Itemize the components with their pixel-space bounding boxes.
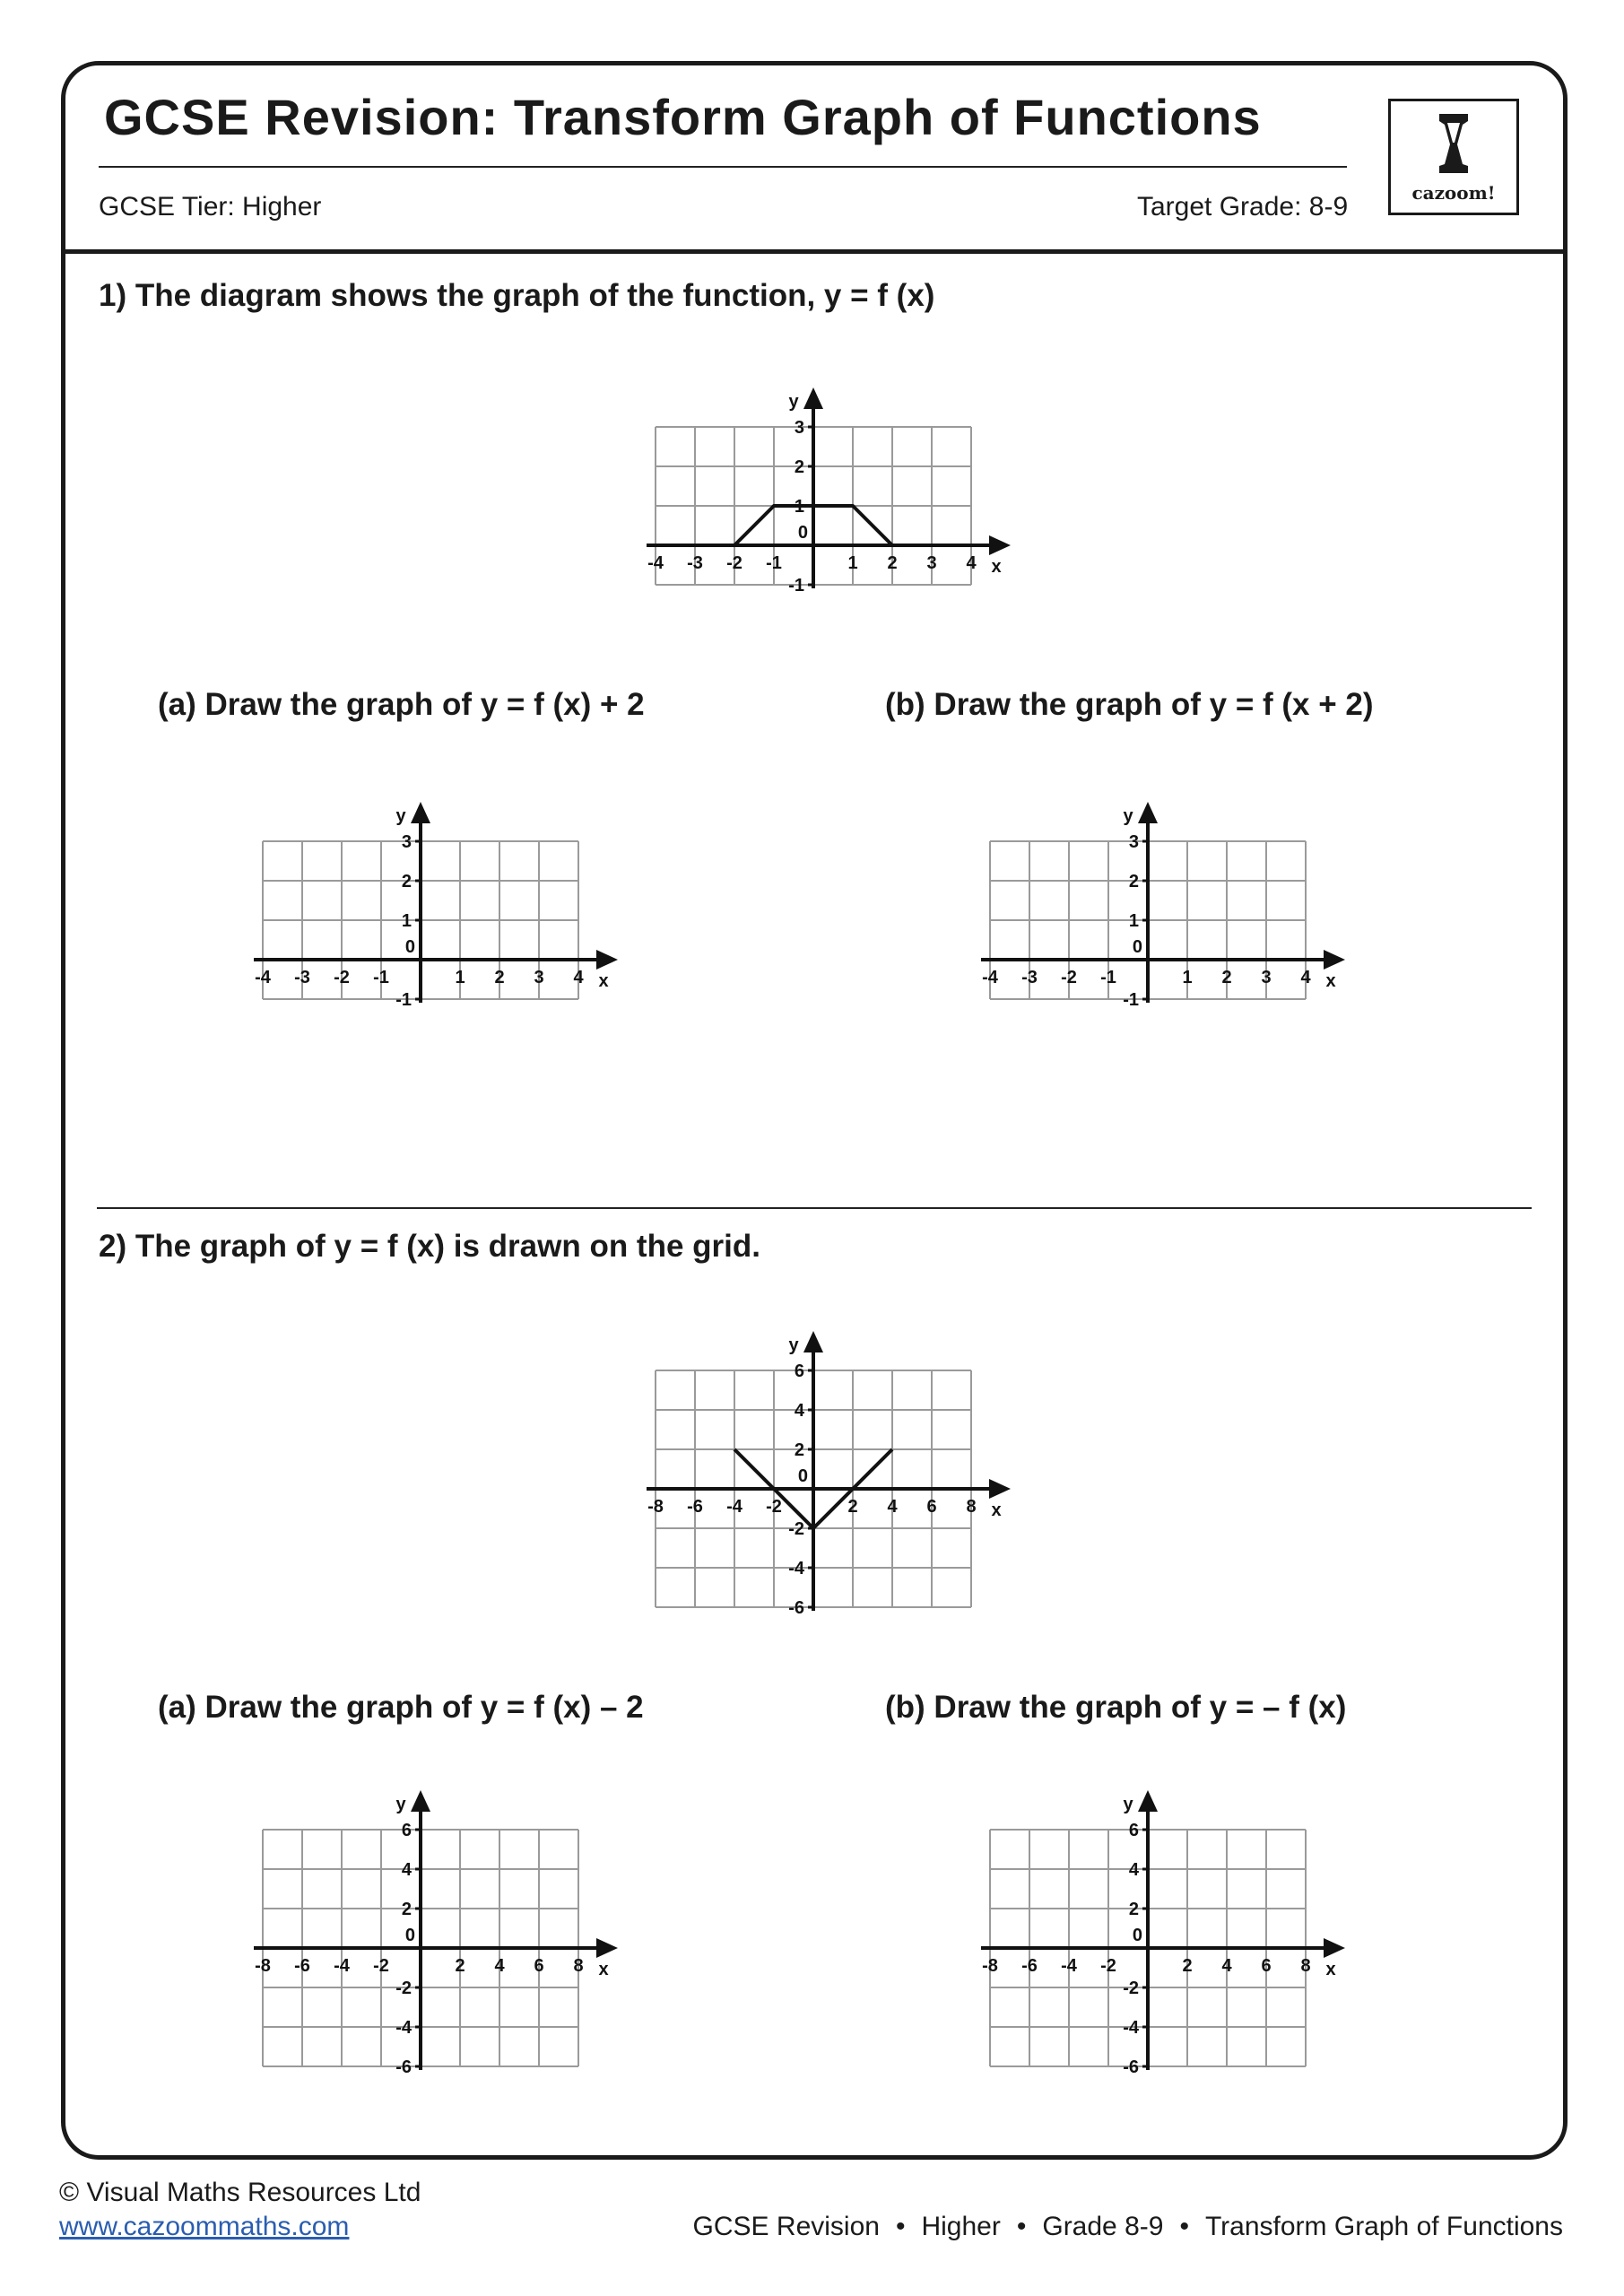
origin-label: 0 <box>404 937 415 957</box>
x-tick-label: -1 <box>766 553 782 573</box>
x-tick-label: -2 <box>1100 1956 1116 1976</box>
x-axis-arrow <box>1324 950 1345 970</box>
y-tick-label: 6 <box>401 1821 412 1840</box>
y-tick-label: -2 <box>788 1519 804 1539</box>
y-tick-label: -6 <box>788 1598 804 1618</box>
x-axis-label: x <box>991 1500 1002 1520</box>
page-title: GCSE Revision: Transform Graph of Functions <box>104 89 1262 145</box>
x-tick-label: -4 <box>334 1956 350 1976</box>
header-rule <box>65 249 1563 254</box>
x-tick-label: -1 <box>1100 968 1116 987</box>
x-tick-label: -1 <box>373 968 389 987</box>
q2-function-graph <box>639 1326 1016 1622</box>
x-tick-label: 4 <box>966 553 977 573</box>
x-tick-label: -6 <box>294 1956 310 1976</box>
y-tick-label: 1 <box>401 911 412 931</box>
y-tick-label: 2 <box>401 872 412 891</box>
x-tick-label: -4 <box>255 968 271 987</box>
y-axis-label: y <box>395 1795 406 1814</box>
y-tick-label: 4 <box>1128 1860 1139 1880</box>
origin-label: 0 <box>404 1926 415 1945</box>
x-tick-label: -4 <box>1061 1956 1077 1976</box>
website-link[interactable]: www.cazoommaths.com <box>59 2212 350 2241</box>
y-tick-label: -6 <box>395 2057 412 2077</box>
footer-item-topic: Transform Graph of Functions <box>1204 2212 1563 2241</box>
y-axis-label: y <box>1123 806 1133 826</box>
x-tick-label: 6 <box>1261 1956 1272 1976</box>
tier-label: GCSE Tier: Higher <box>99 192 322 222</box>
x-axis-label: x <box>598 1960 609 1979</box>
bullet-separator: • <box>895 2212 906 2241</box>
question-1-prompt: 1) The diagram shows the graph of the function, y = f (x) <box>99 278 935 313</box>
origin-label: 0 <box>1132 937 1142 957</box>
q1-function-graph <box>639 382 1016 597</box>
origin-label: 0 <box>1132 1926 1142 1945</box>
x-axis-arrow <box>596 1938 618 1958</box>
y-axis-arrow <box>1138 1790 1158 1812</box>
x-tick-label: -3 <box>294 968 310 987</box>
x-tick-label: 1 <box>1182 968 1193 987</box>
y-axis-label: y <box>788 392 799 412</box>
y-axis-arrow <box>411 1790 430 1812</box>
x-tick-label: 2 <box>494 968 505 987</box>
q1b-answer-grid[interactable] <box>974 796 1350 1012</box>
target-grade-label: Target Grade: 8-9 <box>1137 192 1349 222</box>
y-tick-label: 2 <box>1128 1900 1139 1919</box>
y-tick-label: 6 <box>1128 1821 1139 1840</box>
footer-item-subject: GCSE Revision <box>692 2212 880 2241</box>
section-divider <box>97 1207 1532 1209</box>
x-tick-label: 4 <box>887 1497 898 1517</box>
y-axis-arrow <box>803 1331 823 1352</box>
x-tick-label: -2 <box>766 1497 782 1517</box>
y-tick-label: -1 <box>788 576 804 596</box>
q1a-answer-grid[interactable] <box>247 796 623 1012</box>
question-2-prompt: 2) The graph of y = f (x) is drawn on the grid. <box>99 1229 760 1264</box>
origin-label: 0 <box>797 523 808 543</box>
x-tick-label: 2 <box>455 1956 465 1976</box>
x-axis-arrow <box>989 1479 1011 1499</box>
y-tick-label: -4 <box>788 1559 804 1578</box>
x-tick-label: 8 <box>966 1497 977 1517</box>
y-tick-label: 2 <box>401 1900 412 1919</box>
cazoom-logo <box>1388 99 1519 215</box>
y-tick-label: 2 <box>794 1440 804 1460</box>
x-axis-label: x <box>1325 971 1336 991</box>
x-axis-label: x <box>1325 1960 1336 1979</box>
x-tick-label: 4 <box>1221 1956 1232 1976</box>
x-tick-label: -6 <box>687 1497 703 1517</box>
y-tick-label: -1 <box>1123 990 1139 1010</box>
bullet-separator: • <box>1016 2212 1027 2241</box>
x-tick-label: 2 <box>887 553 898 573</box>
x-tick-label: -4 <box>982 968 998 987</box>
x-tick-label: 3 <box>534 968 544 987</box>
q2b-answer-grid[interactable] <box>974 1785 1350 2081</box>
question-1b-prompt: (b) Draw the graph of y = f (x + 2) <box>885 687 1374 722</box>
copyright-text: © Visual Maths Resources Ltd <box>59 2178 421 2207</box>
x-tick-label: 3 <box>1261 968 1272 987</box>
x-tick-label: 6 <box>534 1956 544 1976</box>
y-tick-label: 1 <box>794 497 804 517</box>
footer-item-tier: Higher <box>921 2212 1001 2241</box>
y-axis-arrow <box>803 387 823 409</box>
x-tick-label: -8 <box>647 1497 664 1517</box>
x-axis-label: x <box>991 557 1002 577</box>
x-tick-label: 2 <box>847 1497 858 1517</box>
x-tick-label: 2 <box>1182 1956 1193 1976</box>
y-axis-label: y <box>788 1335 799 1355</box>
x-tick-label: -8 <box>982 1956 998 1976</box>
x-tick-label: 8 <box>1300 1956 1311 1976</box>
x-axis-arrow <box>1324 1938 1345 1958</box>
y-axis-label: y <box>395 806 406 826</box>
footer-breadcrumb <box>693 2212 1563 2242</box>
question-2b-prompt: (b) Draw the graph of y = – f (x) <box>885 1690 1347 1725</box>
x-tick-label: 1 <box>455 968 465 987</box>
y-tick-label: 2 <box>794 457 804 477</box>
y-tick-label: 3 <box>794 418 804 438</box>
y-tick-label: 1 <box>1128 911 1139 931</box>
x-tick-label: 6 <box>926 1497 937 1517</box>
x-tick-label: -2 <box>726 553 743 573</box>
y-tick-label: -2 <box>1123 1979 1139 1998</box>
x-tick-label: 2 <box>1221 968 1232 987</box>
y-axis-arrow <box>1138 802 1158 823</box>
y-axis-arrow <box>411 802 430 823</box>
x-tick-label: -3 <box>687 553 703 573</box>
x-tick-label: -2 <box>1061 968 1077 987</box>
x-axis-arrow <box>989 535 1011 555</box>
question-1a-prompt: (a) Draw the graph of y = f (x) + 2 <box>158 687 645 722</box>
x-tick-label: -4 <box>647 553 664 573</box>
origin-label: 0 <box>797 1466 808 1486</box>
x-tick-label: 1 <box>847 553 858 573</box>
x-tick-label: -2 <box>334 968 350 987</box>
x-tick-label: 4 <box>1300 968 1311 987</box>
y-tick-label: -2 <box>395 1979 412 1998</box>
bullet-separator: • <box>1179 2212 1189 2241</box>
x-tick-label: -4 <box>726 1497 743 1517</box>
x-tick-label: -8 <box>255 1956 271 1976</box>
y-tick-label: -4 <box>1123 2018 1139 2038</box>
cup-icon <box>1391 101 1516 184</box>
y-tick-label: 6 <box>794 1361 804 1381</box>
x-axis-label: x <box>598 971 609 991</box>
x-tick-label: 4 <box>573 968 584 987</box>
question-2a-prompt: (a) Draw the graph of y = f (x) – 2 <box>158 1690 644 1725</box>
x-axis-arrow <box>596 950 618 970</box>
footer-item-grade: Grade 8-9 <box>1042 2212 1164 2241</box>
y-tick-label: -4 <box>395 2018 412 2038</box>
y-tick-label: -1 <box>395 990 412 1010</box>
q2a-answer-grid[interactable] <box>247 1785 623 2081</box>
logo-text: cazoom! <box>1411 182 1496 204</box>
y-tick-label: 3 <box>1128 832 1139 852</box>
x-tick-label: 8 <box>573 1956 584 1976</box>
y-tick-label: 4 <box>401 1860 412 1880</box>
x-tick-label: 4 <box>494 1956 505 1976</box>
y-tick-label: 4 <box>794 1401 804 1421</box>
x-tick-label: -3 <box>1021 968 1038 987</box>
x-tick-label: -6 <box>1021 1956 1038 1976</box>
y-tick-label: -6 <box>1123 2057 1139 2077</box>
y-axis-label: y <box>1123 1795 1133 1814</box>
y-tick-label: 2 <box>1128 872 1139 891</box>
x-tick-label: -2 <box>373 1956 389 1976</box>
y-tick-label: 3 <box>401 832 412 852</box>
x-tick-label: 3 <box>926 553 937 573</box>
title-underline <box>99 166 1347 168</box>
